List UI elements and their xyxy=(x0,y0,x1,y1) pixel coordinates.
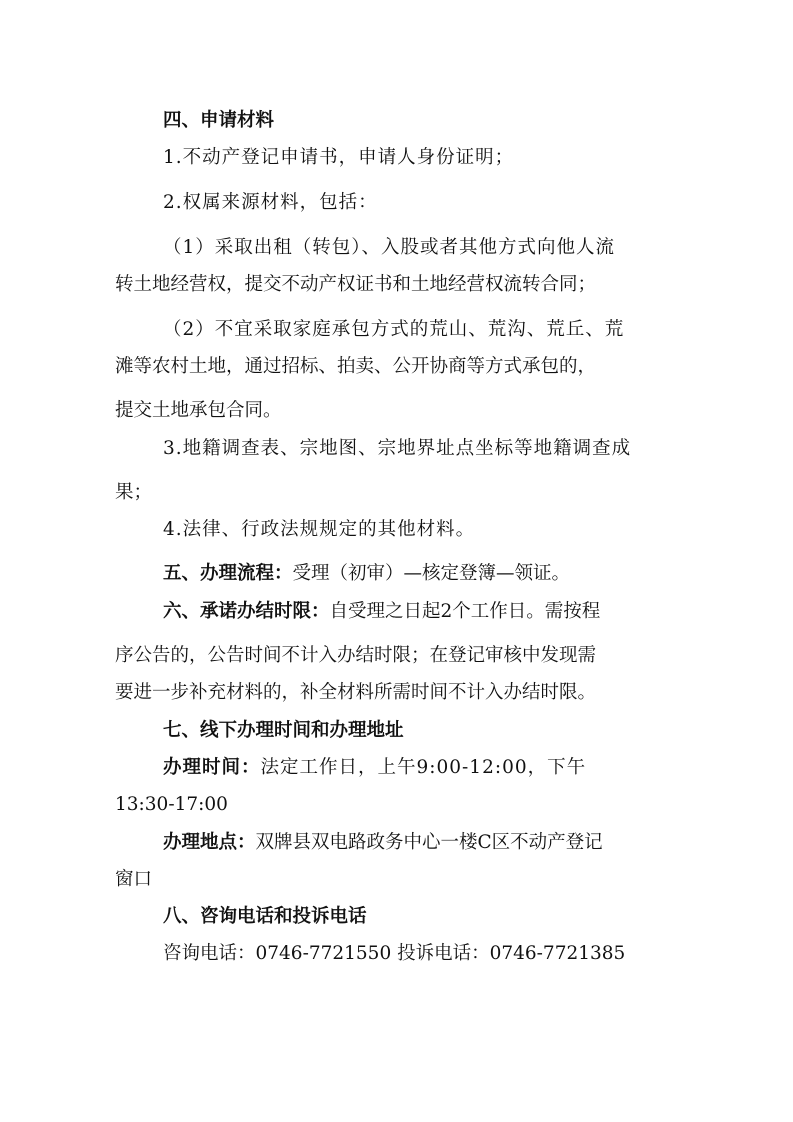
section-4-item-3-line-2: 果； xyxy=(115,482,153,503)
section-5-text: 受理（初审）—核定登簿—领证。 xyxy=(292,563,571,584)
section-4-sub-2-line-3: 提交土地承包合同。 xyxy=(115,400,282,421)
section-4-sub-1-line-1: （1）采取出租（转包）、入股或者其他方式向他人流 xyxy=(163,237,616,258)
section-4-item-2: 2.权属来源材料，包括： xyxy=(163,192,378,213)
section-8-phones: 咨询电话：0746-7721550 投诉电话：0746-7721385 xyxy=(163,943,626,964)
section-4-heading: 四、申请材料 xyxy=(163,110,275,131)
section-7-place-text-line-1: 双牌县双电路政务中心一楼C区不动产登记 xyxy=(255,832,603,853)
section-7-place-line-2: 窗口 xyxy=(115,869,153,890)
section-4-sub-2-line-2: 滩等农村土地，通过招标、拍卖、公开协商等方式承包的， xyxy=(115,356,597,377)
section-6-line-1 xyxy=(0,600,793,624)
section-7-heading: 七、线下办理时间和办理地址 xyxy=(163,720,404,741)
section-7-time-line-2: 13:30-17:00 xyxy=(115,794,228,815)
section-4-sub-2-line-1: （2）不宜采取家庭承包方式的荒山、荒沟、荒丘、荒 xyxy=(163,319,625,340)
section-7-time-label: 办理时间： xyxy=(163,757,261,778)
section-7-place-line-1 xyxy=(0,831,793,855)
section-6-label: 六、承诺办结时限： xyxy=(163,601,330,622)
section-4-item-4: 4.法律、行政法规规定的其他材料。 xyxy=(163,519,476,540)
section-6-text-line-1: 自受理之日起2个工作日。需按程 xyxy=(329,601,601,622)
section-8-heading: 八、咨询电话和投诉电话 xyxy=(163,906,367,927)
section-4-sub-1-line-2: 转土地经营权，提交不动产权证书和土地经营权流转合同； xyxy=(115,274,597,295)
section-4-item-3-line-1: 3.地籍调查表、宗地图、宗地界址点坐标等地籍调查成 xyxy=(163,438,632,459)
section-7-time-text-line-1: 法定工作日，上午9:00-12:00，下午 xyxy=(260,757,587,778)
section-5-line xyxy=(0,562,793,586)
section-7-time-line-1 xyxy=(0,756,793,780)
section-5-label: 五、办理流程： xyxy=(163,563,293,584)
section-6-line-3: 要进一步补充材料的，补全材料所需时间不计入办结时限。 xyxy=(115,682,597,703)
section-6-line-2: 序公告的，公告时间不计入办结时限；在登记审核中发现需 xyxy=(115,645,597,666)
section-7-place-label: 办理地点： xyxy=(163,832,256,853)
section-4-item-1: 1.不动产登记申请书，申请人身份证明； xyxy=(163,147,515,168)
